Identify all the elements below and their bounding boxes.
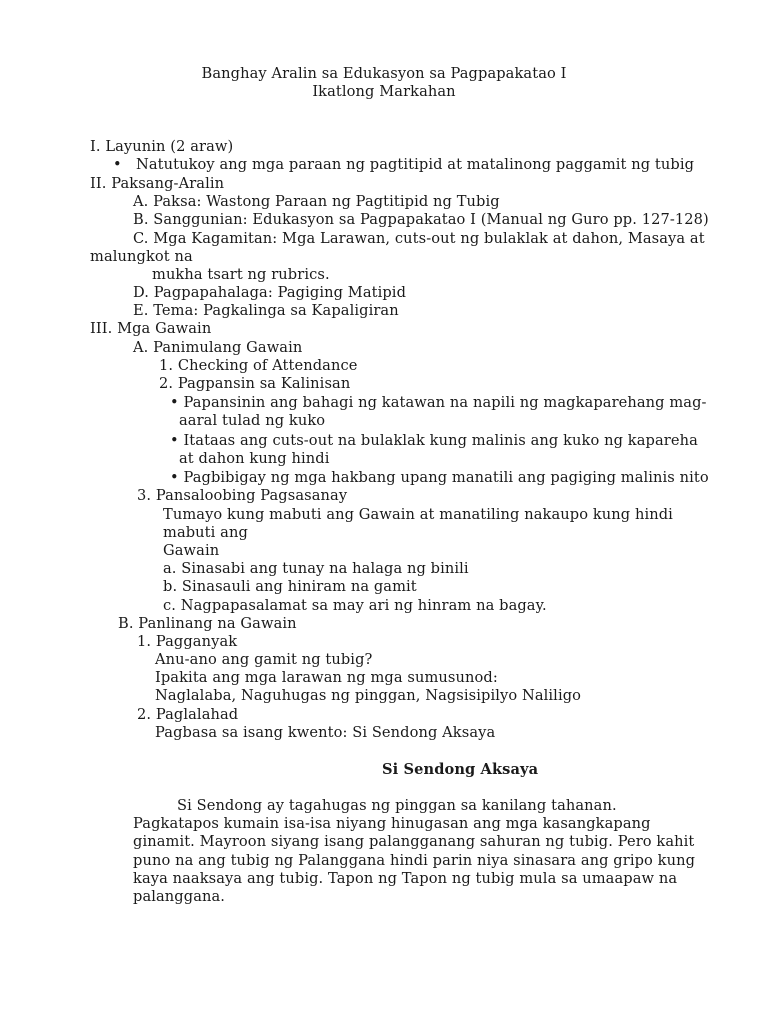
kalinisan-bullet-1: • Papansinin ang bahagi ng katawan na napili ng magkaparehang mag-	[170, 394, 707, 411]
pagpapahalaga-item: D. Pagpapahalaga: Pagiging Matipid	[133, 284, 407, 301]
panimulang-gawain-heading: A. Panimulang Gawain	[133, 339, 303, 356]
sanggunian-item: B. Sanggunian: Edukasyon sa Pagpapakatao I (Manual ng Guro pp. 127-128)	[133, 211, 709, 228]
panlinang-gawain-heading: B. Panlinang na Gawain	[118, 615, 297, 632]
layunin-item: Natutukoy ang mga paraan ng pagtitipid at matalinong paggamit ng tubig	[136, 156, 695, 173]
paksa-item: A. Paksa: Wastong Paraan ng Pagtitipid ng Tubig	[133, 193, 500, 210]
pagganyak-item: 1. Pagganyak	[137, 633, 238, 650]
kagamitan-item: C. Mga Kagamitan: Mga Larawan, cuts-out ng bulaklak at dahon, Masaya at	[133, 230, 705, 247]
checking-attendance-item: 1. Checking of Attendance	[159, 357, 358, 374]
pagsasanay-instruction-continued: Gawain	[163, 542, 220, 559]
story-paragraph-line: palanggana.	[133, 888, 226, 905]
pagsasanay-instruction: Tumayo kung mabuti ang Gawain at manatiling nakaupo kung hindi	[163, 506, 673, 523]
pagganyak-text: Naglalaba, Naguhugas ng pinggan, Nagsisipilyo Naliligo	[155, 687, 582, 704]
tema-item: E. Tema: Pagkalinga sa Kapaligiran	[133, 302, 399, 319]
kalinisan-bullet-3: • Pagbibigay ng mga hakbang upang manatili ang pagiging malinis nito	[170, 469, 709, 486]
document-title: Banghay Aralin sa Edukasyon sa Pagpapakatao I	[201, 65, 567, 82]
pagganyak-text: Anu-ano ang gamit ng tubig?	[155, 651, 373, 668]
kalinisan-bullet-1-continued: aaral tulad ng kuko	[179, 412, 326, 429]
pagsasanay-instruction-continued: mabuti ang	[163, 524, 248, 541]
paglalahad-text: Pagbasa sa isang kwento: Si Sendong Aksaya	[155, 724, 496, 741]
pansaloobing-pagsasanay-item: 3. Pansaloobing Pagsasanay	[137, 487, 348, 504]
section-paksang-aralin-heading: II. Paksang-Aralin	[90, 175, 225, 192]
story-paragraph-line: Pagkatapos kumain isa-isa niyang hinugasan ang mga kasangkapang	[133, 815, 651, 832]
story-paragraph-line: Si Sendong ay tagahugas ng pinggan sa kanilang tahanan.	[177, 797, 617, 814]
pagpansin-kalinisan-item: 2. Pagpansin sa Kalinisan	[159, 375, 351, 392]
story-paragraph-line: puno na ang tubig ng Palanggana hindi parin niya sinasara ang gripo kung	[133, 852, 696, 869]
story-paragraph-line: kaya naaksaya ang tubig. Tapon ng Tapon ng tubig mula sa umaapaw na	[133, 870, 678, 887]
story-paragraph-line: ginamit. Mayroon siyang isang palangganang sahuran ng tubig. Pero kahit	[133, 833, 695, 850]
paglalahad-item: 2. Paglalahad	[137, 706, 239, 723]
section-layunin-heading: I. Layunin (2 araw)	[90, 138, 234, 155]
kalinisan-bullet-2-continued: at dahon kung hindi	[179, 450, 330, 467]
bullet-icon: •	[113, 156, 122, 173]
pagsasanay-option-b: b. Sinasauli ang hiniram na gamit	[163, 578, 417, 595]
story-title: Si Sendong Aksaya	[382, 761, 539, 778]
document-subtitle: Ikatlong Markahan	[312, 83, 456, 100]
kalinisan-bullet-2: • Itataas ang cuts-out na bulaklak kung malinis ang kuko ng kapareha	[170, 432, 698, 449]
kagamitan-item-continued: malungkot na	[90, 248, 193, 265]
kagamitan-item-continued: mukha tsart ng rubrics.	[152, 266, 330, 283]
pagsasanay-option-c: c. Nagpapasalamat sa may ari ng hinram na bagay.	[163, 597, 547, 614]
pagganyak-text: Ipakita ang mga larawan ng mga sumusunod:	[155, 669, 498, 686]
section-mga-gawain-heading: III. Mga Gawain	[90, 320, 212, 337]
pagsasanay-option-a: a. Sinasabi ang tunay na halaga ng binili	[163, 560, 469, 577]
